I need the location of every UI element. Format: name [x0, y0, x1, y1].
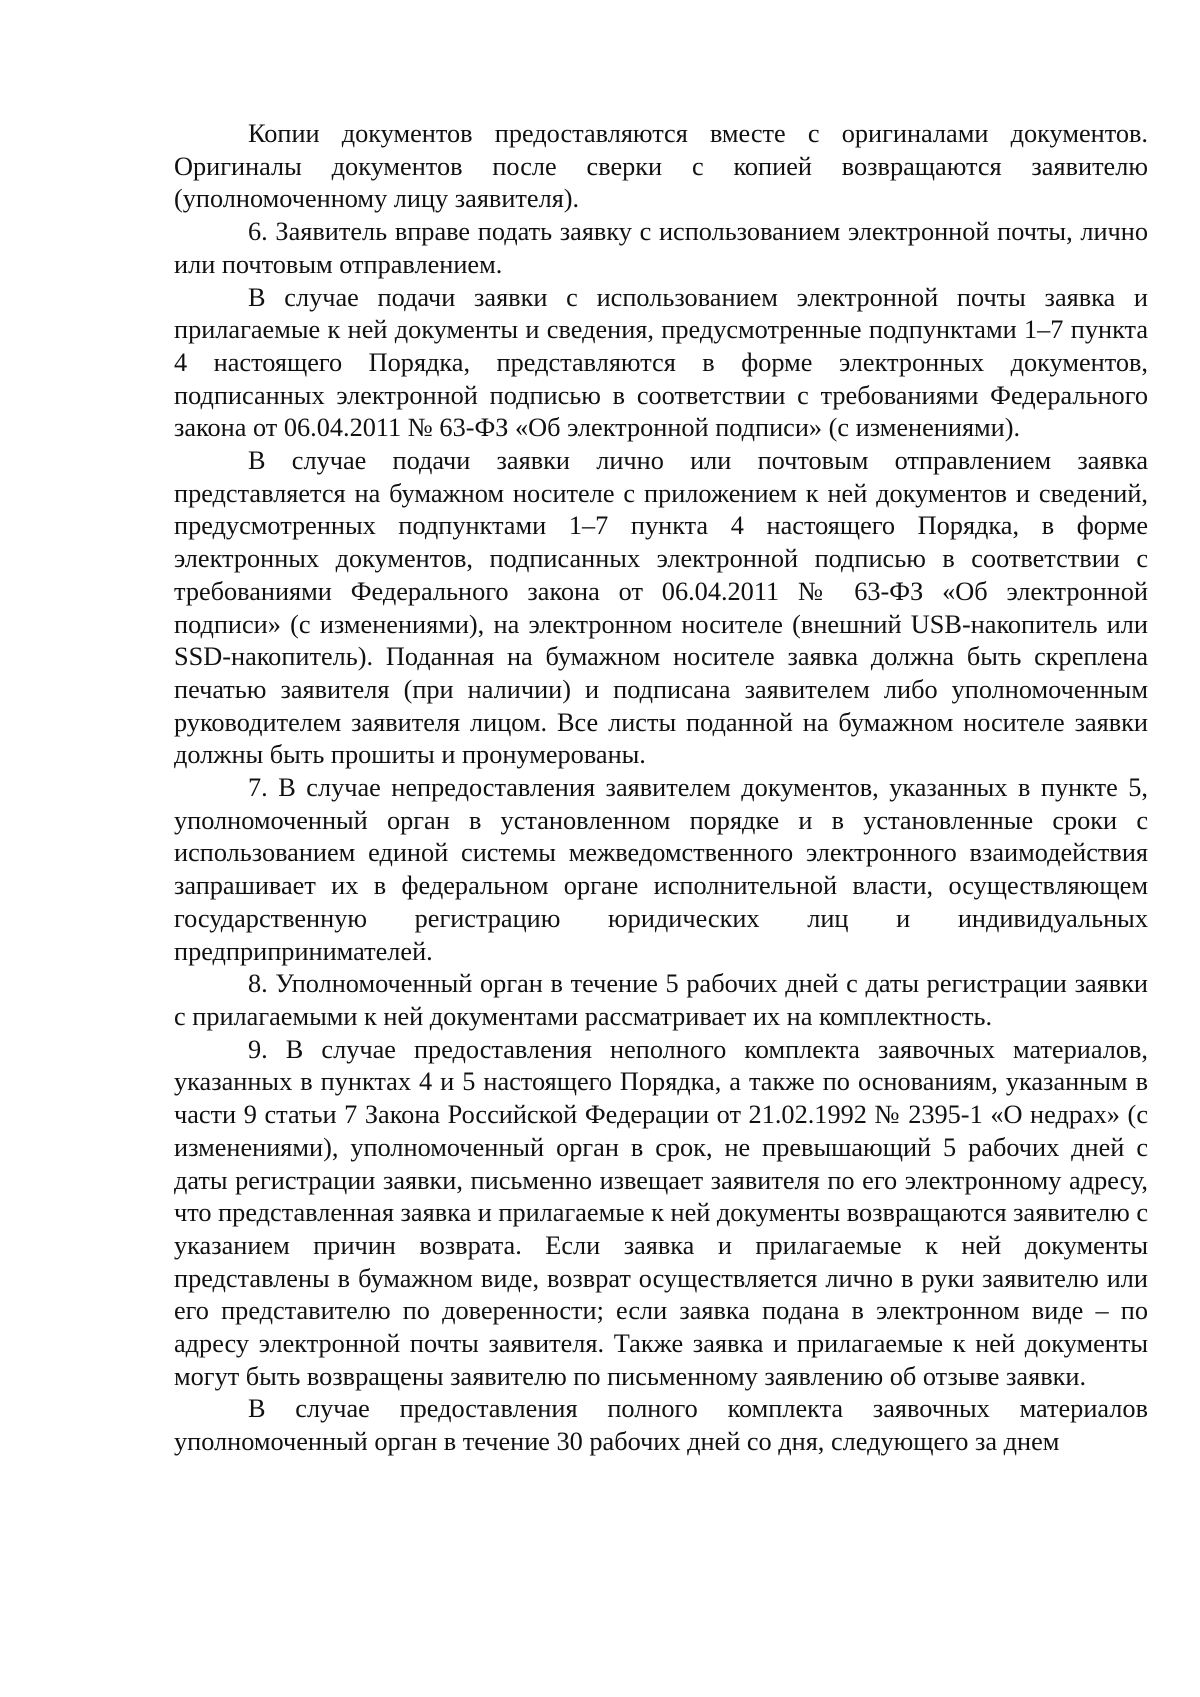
paragraph-item-8: 8. Уполномоченный орган в течение 5 рабочих дней с даты регистрации заявки с прилагаемыми к ней документами рассматривает их на комплектность.	[174, 969, 1148, 1031]
paragraph-copies-returned: Копии документов предоставляются вместе с оригиналами документов. Оригиналы документов после сверки с копией возвращаются заявителю (уполномоченному лицу заявителя).	[174, 119, 1148, 214]
paragraph-item-7: 7. В случае непредоставления заявителем документов, указанных в пункте 5, уполномоченный орган в установленном порядке и в установленные сроки с использованием единой системы межведомственного электронного взаимодействия запрашивает их в федеральном органе исполнительной власти, осуществляющем государственную регистрацию юридических лиц и индивидуальных предприпринимателей.	[174, 773, 1148, 966]
document-body	[174, 118, 1148, 1459]
paragraph-email-submission: В случае подачи заявки с использованием электронной почты заявка и прилагаемые к ней документы и сведения, предусмотренные подпунктами 1–7 пункта 4 настоящего Порядка, представляются в форме электронных документов, подписанных электронной подписью в соответствии с требованиями Федерального закона от 06.04.2011 № 63-ФЗ «Об электронной подписи» (с изменениями).	[174, 282, 1148, 443]
paragraph-paper-submission: В случае подачи заявки лично или почтовым отправлением заявка представляется на бумажном носителе с приложением к ней документов и сведений, предусмотренных подпунктами 1–7 пункта 4 настоящего Порядка, в форме электронных документов, подписанных электронной подписью в соответствии с требованиями Федерального закона от 06.04.2011 № 63-ФЗ «Об электронной подписи» (с изменениями), на электронном носителе (внешний USB-накопитель или SSD-накопитель). Поданная на бумажном носителе заявка должна быть скреплена печатью заявителя (при наличии) и подписана заявителем либо уполномоченным руководителем заявителя лицом. Все листы поданной на бумажном носителе заявки должны быть прошиты и пронумерованы.	[174, 446, 1148, 770]
paragraph-full-set: В случае предоставления полного комплекта заявочных материалов уполномоченный орган в течение 30 рабочих дней со дня, следующего за днем	[174, 1394, 1148, 1457]
paragraph-item-9: 9. В случае предоставления неполного комплекта заявочных материалов, указанных в пунктах 4 и 5 настоящего Порядка, а также по основаниям, указанным в части 9 статьи 7 Закона Российской Федерации от 21.02.1992 № 2395-1 «О недрах» (с изменениями), уполномоченный орган в срок, не превышающий 5 рабочих дней с даты регистрации заявки, письменно извещает заявителя по его электронному адресу, что представленная заявка и прилагаемые к ней документы возвращаются заявителю с указанием причин возврата. Если заявка и прилагаемые к ней документы представлены в бумажном виде, возврат осуществляется лично в руки заявителю или его представителю по доверенности; если заявка подана в электронном виде – по адресу электронной почты заявителя. Также заявка и прилагаемые к ней документы могут быть возвращены заявителю по письменному заявлению об отзыве заявки.	[174, 1034, 1148, 1391]
paragraph-item-6: 6. Заявитель вправе подать заявку с использованием электронной почты, лично или почтовым отправлением.	[174, 217, 1148, 279]
